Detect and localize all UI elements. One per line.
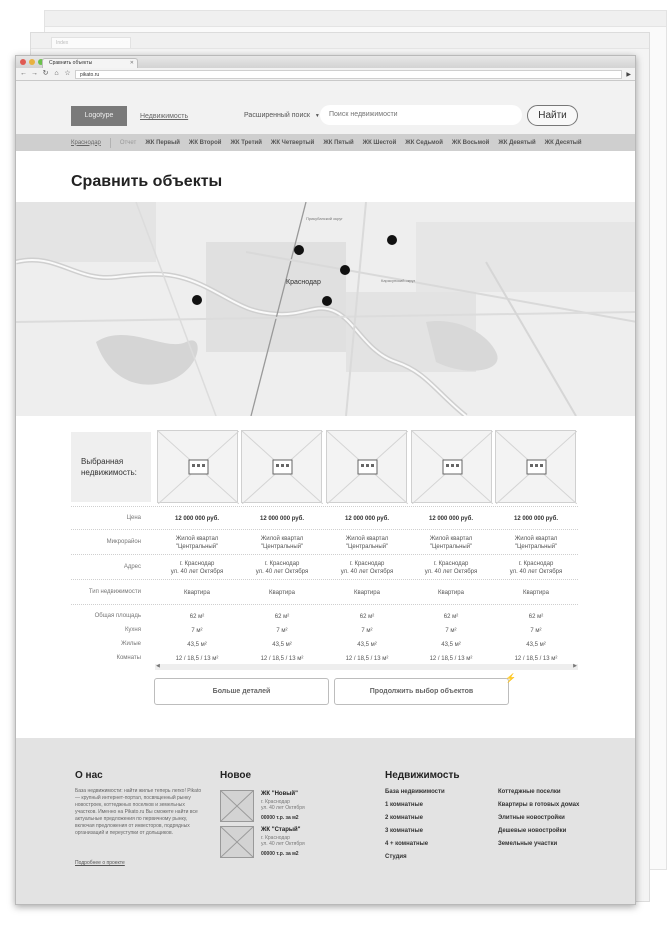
realty-link[interactable]: Квартиры в готовых домах — [498, 802, 580, 808]
area-value: 62 м² — [189, 614, 205, 620]
price-value: 12 000 000 руб. — [429, 516, 473, 522]
map-pin[interactable] — [322, 296, 332, 306]
district-value: "Центральный" — [260, 544, 304, 550]
news-thumbnail[interactable] — [220, 790, 254, 822]
price-value: 12 000 000 руб. — [514, 516, 558, 522]
city-link[interactable]: Краснодар — [71, 139, 101, 146]
address-value: г. Краснодар — [518, 561, 554, 567]
browser-tab[interactable] — [42, 58, 138, 68]
district-value: Жилой квартал — [260, 536, 304, 542]
type-row — [71, 579, 578, 604]
rooms-value: 12 / 18,5 / 13 м² — [175, 656, 219, 662]
address-bar — [16, 68, 635, 81]
living-value: 43,5 м² — [357, 642, 377, 648]
area-value: 62 м² — [274, 614, 290, 620]
area-rows — [71, 604, 578, 664]
kitchen-value: 7 м² — [361, 628, 373, 634]
realty-link[interactable]: Недвижимость — [140, 113, 189, 120]
minimize-window-dot[interactable] — [29, 59, 35, 65]
page-title: Сравнить объекты — [71, 173, 223, 190]
complex-link[interactable]: ЖК Шестой — [362, 139, 397, 146]
menu-icon[interactable]: ▶ — [626, 71, 631, 78]
district-value: Жилой квартал — [175, 536, 219, 542]
map-pin[interactable] — [192, 295, 202, 305]
map-pin[interactable] — [387, 235, 397, 245]
complex-nav — [16, 134, 635, 151]
search-button[interactable]: Найти — [527, 105, 578, 126]
map-pin[interactable] — [340, 265, 350, 275]
news-item-name[interactable]: ЖК "Старый" — [261, 827, 301, 833]
news-item-address: ул. 40 лет Октября — [261, 841, 305, 847]
address-value: г. Краснодар — [264, 561, 300, 567]
address-value: ул. 40 лет Октября — [255, 569, 309, 575]
address-value: г. Краснодар — [179, 561, 215, 567]
price-value: 12 000 000 руб. — [345, 516, 389, 522]
district-value: Жилой квартал — [429, 536, 473, 542]
report-link[interactable]: Отчет — [119, 139, 137, 146]
about-title: О нас — [75, 770, 103, 781]
living-value: 43,5 м² — [526, 642, 546, 648]
property-thumbnail[interactable] — [495, 430, 576, 503]
realty-link[interactable]: Коттеджные поселки — [498, 789, 561, 795]
district-value: "Центральный" — [429, 544, 473, 550]
area-value: 62 м² — [443, 614, 459, 620]
address-value: ул. 40 лет Октября — [509, 569, 563, 575]
search-input[interactable] — [320, 105, 522, 125]
forward-arrow-icon[interactable]: → — [31, 70, 38, 77]
district-value: "Центральный" — [345, 544, 389, 550]
property-thumbnail[interactable] — [411, 430, 492, 503]
close-icon[interactable]: ✕ — [129, 60, 134, 66]
url-field[interactable]: pikato.ru — [75, 70, 622, 79]
scroll-right-icon[interactable]: ▶ — [573, 663, 577, 669]
lightning-icon: ⚡ — [505, 673, 517, 683]
realty-link[interactable]: Элитные новостройки — [498, 815, 565, 821]
about-link[interactable]: Подробнее о проекте — [75, 860, 125, 866]
news-item-address: г. Краснодар — [261, 835, 290, 841]
type-value: Квартира — [269, 590, 295, 596]
area-value: 62 м² — [359, 614, 375, 620]
map-district-label: Карасунский округ — [381, 278, 416, 283]
address-value: г. Краснодар — [433, 561, 469, 567]
rooms-value: 12 / 18,5 / 13 м² — [260, 656, 304, 662]
realty-link[interactable]: 1 комнатные — [385, 802, 423, 808]
row-label: Жилые — [120, 641, 141, 647]
news-item-name[interactable]: ЖК "Новый" — [261, 791, 298, 797]
news-item-price: 00000 т.р. за м2 — [261, 851, 299, 857]
price-value: 12 000 000 руб. — [175, 516, 219, 522]
complex-link[interactable]: ЖК Первый — [145, 139, 180, 146]
browser-window — [15, 55, 636, 905]
complex-link[interactable]: ЖК Пятый — [323, 139, 354, 146]
kitchen-value: 7 м² — [530, 628, 542, 634]
titlebar — [16, 56, 635, 68]
map-district-label: Прикубанский округ — [306, 216, 343, 221]
district-value: "Центральный" — [514, 544, 558, 550]
type-value: Квартира — [354, 590, 380, 596]
district-row — [71, 529, 578, 554]
map[interactable] — [16, 202, 636, 416]
address-value: ул. 40 лет Октября — [340, 569, 394, 575]
horizontal-scrollbar[interactable] — [155, 664, 578, 670]
back-arrow-icon[interactable]: ← — [20, 70, 27, 77]
about-text: База недвижимости: найти жилье теперь легко! Pikato — крупный интернет-портал, посвященный рынку новостроек, коттеджных поселков и земельных участков. Именно на Pikato.ru Вы сможете найти все актуальные предложения по первичному рынку, включая предложения от инвесторов, подрядных организаций и переуступки от дольщиков. — [75, 788, 202, 836]
district-value: Жилой квартал — [345, 536, 389, 542]
reload-icon[interactable]: ↻ — [42, 70, 49, 77]
scroll-left-icon[interactable]: ◀ — [156, 663, 160, 669]
living-value: 43,5 м² — [272, 642, 292, 648]
map-city-label: Краснодар — [286, 279, 321, 286]
price-value: 12 000 000 руб. — [260, 516, 304, 522]
address-row — [71, 554, 578, 579]
district-value: "Центральный" — [175, 544, 219, 550]
news-item-address: ул. 40 лет Октября — [261, 805, 305, 811]
realty-link[interactable]: 3 комнатные — [385, 828, 423, 834]
home-icon[interactable]: ⌂ — [54, 70, 59, 77]
price-row — [71, 506, 578, 529]
map-pin[interactable] — [294, 245, 304, 255]
property-thumbnail[interactable] — [157, 430, 238, 503]
row-label: Комнаты — [116, 655, 141, 661]
kitchen-value: 7 м² — [276, 628, 288, 634]
logo[interactable]: Logotype — [71, 106, 127, 126]
news-item-address: г. Краснодар — [261, 799, 290, 805]
kitchen-value: 7 м² — [445, 628, 457, 634]
address-value: ул. 40 лет Октября — [424, 569, 478, 575]
selected-label: Выбранная недвижимость: — [71, 432, 151, 502]
browser-tab-title: Сравнить объекты — [49, 60, 93, 66]
realty-link[interactable]: 4 + комнатные — [385, 841, 429, 847]
rooms-value: 12 / 18,5 / 13 м² — [429, 656, 473, 662]
continue-selection-button[interactable]: Продолжить выбор объектов — [334, 678, 509, 705]
area-value: 62 м² — [528, 614, 544, 620]
row-label: Адрес — [123, 564, 141, 570]
realty-title: Недвижимость — [385, 770, 460, 781]
realty-link[interactable]: 2 комнатные — [385, 815, 423, 821]
living-value: 43,5 м² — [441, 642, 461, 648]
row-label: Цена — [126, 515, 141, 521]
news-item-price: 00000 т.р. за м2 — [261, 815, 299, 821]
kitchen-value: 7 м² — [191, 628, 203, 634]
complex-link[interactable]: ЖК Восьмой — [451, 139, 490, 146]
district-value: Жилой квартал — [514, 536, 558, 542]
living-value: 43,5 м² — [187, 642, 207, 648]
complex-link[interactable]: ЖК Девятый — [498, 139, 536, 146]
realty-link[interactable]: База недвижимости — [385, 789, 445, 795]
property-thumbnail[interactable] — [326, 430, 407, 503]
complex-link[interactable]: ЖК Седьмой — [405, 139, 443, 146]
advanced-search-dropdown[interactable] — [244, 112, 320, 119]
site-header — [16, 81, 635, 134]
star-icon[interactable]: ☆ — [64, 70, 71, 77]
footer — [16, 738, 636, 905]
complex-link[interactable]: ЖК Четвертый — [270, 139, 315, 146]
row-label: Микрорайон — [106, 539, 141, 545]
address-value: г. Краснодар — [349, 561, 385, 567]
complex-link[interactable]: ЖК Третий — [230, 139, 262, 146]
address-value: ул. 40 лет Октября — [170, 569, 224, 575]
advanced-search-label: Расширенный поиск — [244, 112, 310, 119]
type-value: Квартира — [438, 590, 464, 596]
realty-link[interactable]: Студия — [385, 854, 407, 860]
row-label: Общая площадь — [94, 613, 141, 619]
caret-down-icon: ▼ — [314, 113, 320, 119]
background-tab: Index — [51, 37, 131, 48]
realty-link[interactable]: Земельные участки — [498, 841, 558, 847]
complex-link[interactable]: ЖК Десятый — [544, 139, 582, 146]
type-value: Квартира — [184, 590, 210, 596]
property-thumbnail[interactable] — [241, 430, 322, 503]
type-value: Квартира — [523, 590, 549, 596]
row-label: Тип недвижимости — [88, 589, 141, 595]
rooms-value: 12 / 18,5 / 13 м² — [514, 656, 558, 662]
news-thumbnail[interactable] — [220, 826, 254, 858]
more-details-button[interactable]: Больше деталей — [154, 678, 329, 705]
complex-link[interactable]: ЖК Второй — [188, 139, 222, 146]
row-label: Кухня — [124, 627, 141, 633]
divider — [110, 138, 111, 148]
news-title: Новое — [220, 770, 252, 781]
close-window-dot[interactable] — [20, 59, 26, 65]
realty-link[interactable]: Дешевые новостройки — [498, 828, 567, 834]
rooms-value: 12 / 18,5 / 13 м² — [345, 656, 389, 662]
